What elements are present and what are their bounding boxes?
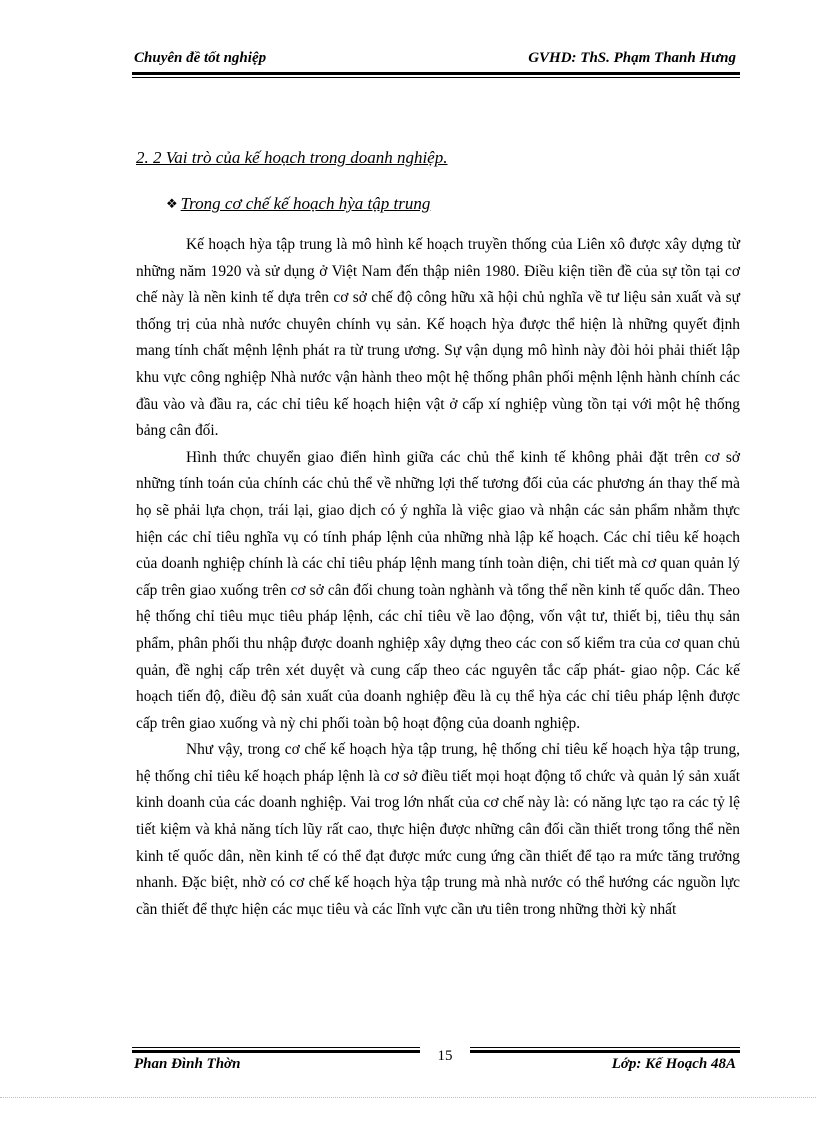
header-divider-thick xyxy=(132,72,740,75)
header-divider-thin xyxy=(132,77,740,78)
page-bottom-dotted-line xyxy=(0,1097,816,1098)
section-heading: 2. 2 Vai trò của kế hoạch trong doanh nghiệp. xyxy=(136,148,448,167)
header-supervisor: GVHD: ThS. Phạm Thanh Hưng xyxy=(528,50,736,66)
paragraph-1: Kế hoạch hỳa tập trung là mô hình kế hoạch truyền thống của Liên xô được xây dựng từ những năm 1920 và sử dụng ở Việt Nam đến thập niên 1980. Điều kiện tiền đề của sự tồn tại cơ chế này là nền kinh tế dựa trên cơ sở chế độ công hữu xã hội chủ nghĩa về tư liệu sản xuất và sự thống trị của nhà nước chuyên chính vụ sản. Kế hoạch hỳa được thể hiện là những quyết định mang tính chất mệnh lệnh phát ra từ trung ương. Sự vận dụng mô hình này đòi hỏi phải thiết lập khu vực công nghiệp Nhà nước vận hành theo một hệ thống phân phối mệnh lệnh hành chính các đầu vào và đầu ra, các chỉ tiêu kế hoạch hiện vật ở cấp xí nghiệp vùng tồn tại với một hệ thống bảng cân đối. xyxy=(136,236,740,440)
sub-heading-text: Trong cơ chế kế hoạch hỳa tập trung xyxy=(180,194,431,213)
footer-author: Phan Đình Thờn xyxy=(134,1056,241,1072)
header-thesis-title: Chuyên đề tốt nghiệp xyxy=(134,50,267,66)
paragraph-3: Như vậy, trong cơ chế kế hoạch hỳa tập trung, hệ thống chỉ tiêu kế hoạch hỳa tập trung, hệ thống chỉ tiêu kế hoạch pháp lệnh là cơ sở điều tiết mọi hoạt động tổ chức và quản lý sản xuất kinh doanh của các doanh nghiệp. Vai trog lớn nhất của cơ chế này là: có năng lực tạo ra các tỷ lệ tiết kiệm và khả năng tích lũy rất cao, thực hiện được những cân đối cần thiết trong tổng thể nền kinh tế quốc dân, nền kinh tế có thể đạt được mức cung ứng cần thiết để tạo ra mức tăng trưởng nhanh. Đặc biệt, nhờ có cơ chế kế hoạch hỳa tập trung mà nhà nước có thể hướng các nguồn lực cần thiết để thực hiện các mục tiêu và các lĩnh vực cần ưu tiên trong những thời kỳ nhất xyxy=(136,741,740,918)
page-number: 15 xyxy=(420,1046,470,1066)
page-header xyxy=(134,48,736,72)
sub-heading xyxy=(166,193,430,215)
footer-class: Lớp: Kế Hoạch 48A xyxy=(611,1056,736,1072)
body-text xyxy=(136,232,740,923)
diamond-bullet-icon: ❖ xyxy=(166,196,178,211)
paragraph-2: Hình thức chuyển giao điển hình giữa các chủ thể kinh tế không phải đặt trên cơ sở những tính toán của chính các chủ thể về những lợi thế tương đối của các phương án thay thế mà họ sẽ phải lựa chọn, trái lại, giao dịch có ý nghĩa là việc giao và nhận các sản phẩm nhằm thực hiện các chỉ tiêu nghĩa vụ có tính pháp lệnh của những nhà lập kế hoạch. Các chỉ tiêu kế hoạch của doanh nghiệp chính là các chỉ tiêu pháp lệnh mang tính toàn diện, chi tiết mà cơ quan quản lý cấp trên giao xuống trên cơ sở cân đối chung toàn nghành và tổng thể nền kinh tế quốc dân. Theo hệ thống chỉ tiêu mục tiêu pháp lệnh, các chỉ tiêu về lao động, vốn vật tư, thiết bị, tiêu thụ sản phẩm, phân phối thu nhập được doanh nghiệp xây dựng theo các con số kiểm tra của cơ quan chủ quản, đề nghị cấp trên xét duyệt và cung cấp theo các nguyên tắc cấp phát- giao nộp. Các kế hoạch tiến độ, điều độ sản xuất của doanh nghiệp đều là cụ thể hỳa các chỉ tiêu pháp lệnh được cấp trên giao xuống và nỳ chi phối toàn bộ hoạt động của doanh nghiệp. xyxy=(136,448,740,732)
